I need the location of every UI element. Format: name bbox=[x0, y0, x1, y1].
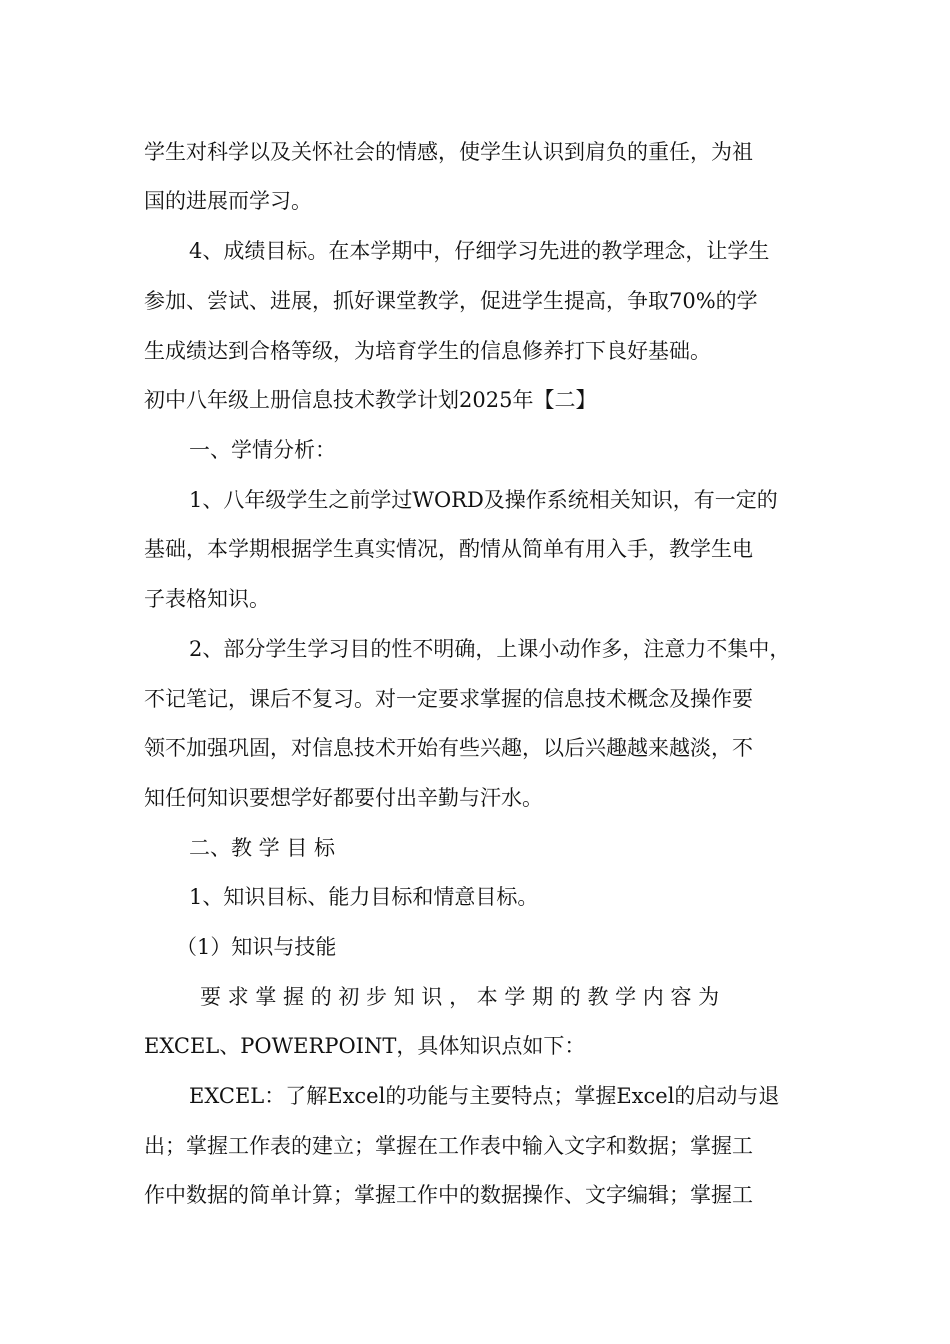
paragraph-line: EXCEL、POWERPOINT，具体知识点如下： bbox=[144, 1034, 586, 1058]
paragraph-line: 基础，本学期根据学生真实情况，酌情从简单有用入手，教学生电 bbox=[144, 537, 753, 561]
paragraph-line: 国的进展而学习。 bbox=[144, 189, 312, 213]
section-heading: 初中八年级上册信息技术教学计划2025年【二】 bbox=[144, 388, 597, 412]
paragraph-line: 1、知识目标、能力目标和情意目标。 bbox=[189, 885, 539, 909]
paragraph-line: EXCEL：了解Excel的功能与主要特点；掌握Excel的启动与退 bbox=[189, 1084, 780, 1108]
paragraph-line: 参加、尝试、进展，抓好课堂教学，促进学生提高，争取70%的学 bbox=[144, 289, 758, 313]
paragraph-line: 领不加强巩固，对信息技术开始有些兴趣，以后兴趣越来越淡，不 bbox=[144, 736, 753, 760]
paragraph-line: 学生对科学以及关怀社会的情感，使学生认识到肩负的重任，为祖 bbox=[144, 140, 753, 164]
subheading: 二、教 学 目 标 bbox=[189, 836, 336, 860]
paragraph-line: 出；掌握工作表的建立；掌握在工作表中输入文字和数据；掌握工 bbox=[144, 1134, 753, 1158]
subheading: （1）知识与技能 bbox=[176, 935, 337, 959]
paragraph-line: 4、成绩目标。在本学期中，仔细学习先进的教学理念，让学生 bbox=[189, 239, 770, 263]
paragraph-line: 不记笔记，课后不复习。对一定要求掌握的信息技术概念及操作要 bbox=[144, 687, 753, 711]
paragraph-line: 子表格知识。 bbox=[144, 587, 270, 611]
paragraph-line: 1、八年级学生之前学过WORD及操作系统相关知识，有一定的 bbox=[189, 488, 778, 512]
subheading: 一、学情分析： bbox=[189, 438, 336, 462]
paragraph-line: 2、部分学生学习目的性不明确，上课小动作多，注意力不集中， bbox=[189, 637, 791, 661]
paragraph-line: 知任何知识要想学好都要付出辛勤与汗水。 bbox=[144, 786, 543, 810]
paragraph-line: 要 求 掌 握 的 初 步 知 识 ， 本 学 期 的 教 学 内 容 为 bbox=[200, 985, 720, 1009]
paragraph-line: 作中数据的简单计算；掌握工作中的数据操作、文字编辑；掌握工 bbox=[144, 1183, 753, 1207]
paragraph-line: 生成绩达到合格等级，为培育学生的信息修养打下良好基础。 bbox=[144, 339, 711, 363]
